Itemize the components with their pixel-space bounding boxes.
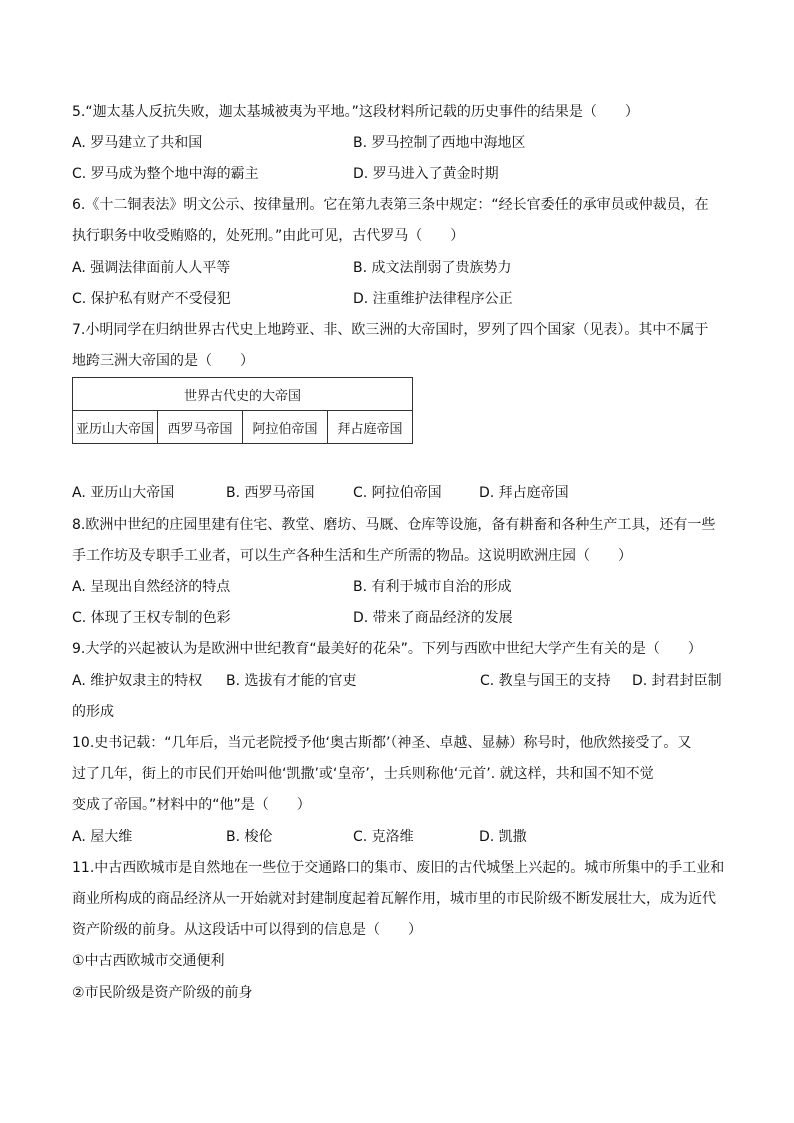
q6-option-d: D. 注重维护法律程序公正 [353, 291, 513, 307]
table-cell: 阿拉伯帝国 [243, 411, 328, 444]
q5-stem: 5.“迦太基人反抗失败，迦太基城被夷为平地。”这段材料所记载的历史事件的结果是（ ） [72, 104, 639, 120]
q8-option-a: A. 呈现出自然经济的特点 [72, 579, 231, 595]
table-cell: 西罗马帝国 [158, 411, 243, 444]
q7-option-b: B. 西罗马帝国 [226, 485, 315, 501]
q9-stem: 9.大学的兴起被认为是欧洲中世纪教育“最美好的花朵”。下列与西欧中世纪大学产生有关的是（ ） [72, 641, 702, 657]
q9-option-a: A. 维护奴隶主的特权 [72, 673, 203, 689]
q10-option-b: B. 梭伦 [226, 829, 273, 845]
q5-option-d: D. 罗马进入了黄金时期 [353, 166, 499, 182]
q7-stem-line-2: 地跨三洲大帝国的是（ ） [72, 353, 254, 369]
q10-option-d: D. 凯撒 [479, 829, 527, 845]
q5-option-a: A. 罗马建立了共和国 [72, 135, 203, 151]
q6-option-b: B. 成文法削弱了贵族势力 [353, 260, 512, 276]
q8-stem-line-1: 8.欧洲中世纪的庄园里建有住宅、教堂、磨坊、马厩、仓库等设施，备有耕畜和各种生产工具，还有一些 [72, 517, 716, 533]
q9-option-b: B. 选拔有才能的官吏 [226, 673, 357, 689]
table-cell: 亚历山大帝国 [73, 411, 158, 444]
q9-option-c: C. 教皇与国王的支持 [480, 673, 611, 689]
q9-option-d: D. 封君封臣制 [632, 673, 722, 689]
q6-stem-line-1: 6.《十二铜表法》明文公示、按律量刑。它在第九表第三条中规定：“经长官委任的承审员或仲裁员，在 [72, 197, 709, 213]
table-header: 世界古代史的大帝国 [73, 378, 413, 411]
q10-stem-line-2: 过了几年，街上的市民们开始叫他‘凯撒’或‘皇帝’，士兵则称他‘元首’. 就这样，共和国不知不觉 [72, 766, 654, 782]
empire-table [72, 377, 413, 444]
q10-stem-line-3: 变成了帝国。”材料中的“他”是（ ） [72, 797, 311, 813]
q7-option-a: A. 亚历山大帝国 [72, 485, 175, 501]
q11-stem-line-2: 商业所构成的商品经济从一开始就对封建制度起着瓦解作用，城市里的市民阶级不断发展壮大，成为近代 [72, 891, 716, 907]
table-header-row [73, 378, 413, 411]
table-cell: 拜占庭帝国 [328, 411, 413, 444]
q6-option-a: A. 强调法律面前人人平等 [72, 260, 231, 276]
q7-option-d: D. 拜占庭帝国 [479, 485, 569, 501]
q8-option-b: B. 有利于城市自治的形成 [353, 579, 512, 595]
q6-option-c: C. 保护私有财产不受侵犯 [72, 291, 231, 307]
q7-option-c: C. 阿拉伯帝国 [353, 485, 442, 501]
q10-option-c: C. 克洛维 [353, 829, 414, 845]
q8-option-d: D. 带来了商品经济的发展 [353, 610, 513, 626]
q11-item-1: ①中古西欧城市交通便利 [72, 953, 225, 969]
q9-option-d-continuation: 的形成 [72, 704, 114, 720]
q11-item-2: ②市民阶级是资产阶级的前身 [72, 985, 253, 1001]
q7-stem-line-1: 7.小明同学在归纳世界古代史上地跨亚、非、欧三洲的大帝国时，罗列了四个国家（见表）。其中不属于 [72, 322, 709, 338]
q11-stem-line-1: 11.中古西欧城市是自然地在一些位于交通路口的集市、废旧的古代城堡上兴起的。城市所集中的手工业和 [72, 860, 725, 876]
table-row [73, 411, 413, 444]
q10-option-a: A. 屋大维 [72, 829, 133, 845]
q8-option-c: C. 体现了王权专制的色彩 [72, 610, 231, 626]
q11-stem-line-3: 资产阶级的前身。从这段话中可以得到的信息是（ ） [72, 922, 422, 938]
q5-option-c: C. 罗马成为整个地中海的霸主 [72, 166, 259, 182]
q5-option-b: B. 罗马控制了西地中海地区 [353, 135, 526, 151]
q8-stem-line-2: 手工作坊及专职手工业者，可以生产各种生活和生产所需的物品。这说明欧洲庄园（ ） [72, 548, 632, 564]
q10-stem-line-1: 10.史书记载：“几年后，当元老院授予他‘奥古斯都’（神圣、卓越、显赫）称号时，他欣然接受了。又 [72, 735, 692, 751]
q6-stem-line-2: 执行职务中收受贿赂的，处死刑。”由此可见，古代罗马（ ） [72, 228, 465, 244]
